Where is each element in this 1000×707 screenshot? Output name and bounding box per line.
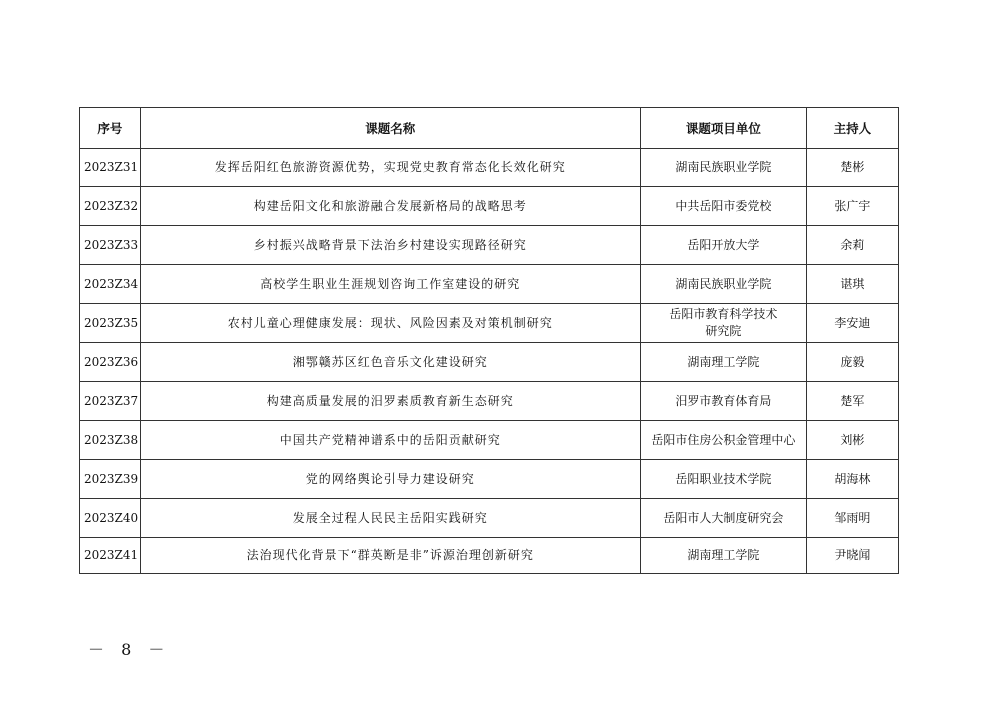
table-row [80, 304, 899, 343]
cell-title: 构建岳阳文化和旅游融合发展新格局的战略思考 [140, 187, 640, 226]
cell-id: 2023Z37 [80, 382, 141, 421]
header-unit: 课题项目单位 [640, 108, 806, 149]
cell-id: 2023Z41 [80, 538, 141, 574]
cell-title: 乡村振兴战略背景下法治乡村建设实现路径研究 [140, 226, 640, 265]
cell-id: 2023Z35 [80, 304, 141, 343]
table-row [80, 460, 899, 499]
cell-unit: 汨罗市教育体育局 [640, 382, 806, 421]
cell-host: 邹雨明 [806, 499, 898, 538]
cell-unit: 岳阳市人大制度研究会 [640, 499, 806, 538]
cell-host: 刘彬 [806, 421, 898, 460]
cell-unit: 湖南理工学院 [640, 538, 806, 574]
cell-title: 党的网络舆论引导力建设研究 [140, 460, 640, 499]
cell-host: 庞毅 [806, 343, 898, 382]
cell-unit: 岳阳职业技术学院 [640, 460, 806, 499]
table-row [80, 382, 899, 421]
cell-id: 2023Z33 [80, 226, 141, 265]
cell-id: 2023Z31 [80, 149, 141, 187]
cell-title: 中国共产党精神谱系中的岳阳贡献研究 [140, 421, 640, 460]
cell-unit: 湖南民族职业学院 [640, 265, 806, 304]
project-table [79, 107, 899, 574]
cell-unit: 岳阳市住房公积金管理中心 [640, 421, 806, 460]
cell-host: 楚彬 [806, 149, 898, 187]
cell-title: 湘鄂赣苏区红色音乐文化建设研究 [140, 343, 640, 382]
cell-id: 2023Z32 [80, 187, 141, 226]
cell-title: 农村儿童心理健康发展：现状、风险因素及对策机制研究 [140, 304, 640, 343]
cell-host: 胡海林 [806, 460, 898, 499]
header-id: 序号 [80, 108, 141, 149]
cell-unit: 中共岳阳市委党校 [640, 187, 806, 226]
table-row [80, 149, 899, 187]
cell-host: 楚军 [806, 382, 898, 421]
table-row [80, 538, 899, 574]
cell-host: 李安迪 [806, 304, 898, 343]
table-header-row [80, 108, 899, 149]
cell-id: 2023Z38 [80, 421, 141, 460]
table-row [80, 499, 899, 538]
cell-id: 2023Z36 [80, 343, 141, 382]
cell-host: 张广宇 [806, 187, 898, 226]
cell-unit: 湖南民族职业学院 [640, 149, 806, 187]
cell-host: 尹晓闻 [806, 538, 898, 574]
cell-unit: 湖南理工学院 [640, 343, 806, 382]
cell-unit: 岳阳市教育科学技术研究院 [640, 304, 806, 343]
cell-title: 发展全过程人民民主岳阳实践研究 [140, 499, 640, 538]
cell-title: 法治现代化背景下“群英断是非”诉源治理创新研究 [140, 538, 640, 574]
cell-id: 2023Z34 [80, 265, 141, 304]
cell-host: 谌琪 [806, 265, 898, 304]
cell-id: 2023Z40 [80, 499, 141, 538]
header-title: 课题名称 [140, 108, 640, 149]
header-host: 主持人 [806, 108, 898, 149]
cell-title: 发挥岳阳红色旅游资源优势，实现党史教育常态化长效化研究 [140, 149, 640, 187]
table-row [80, 265, 899, 304]
cell-title: 高校学生职业生涯规划咨询工作室建设的研究 [140, 265, 640, 304]
table-row [80, 226, 899, 265]
cell-host: 余莉 [806, 226, 898, 265]
table-row [80, 343, 899, 382]
table-row [80, 421, 899, 460]
cell-unit: 岳阳开放大学 [640, 226, 806, 265]
cell-id: 2023Z39 [80, 460, 141, 499]
page-number: － 8 － [88, 640, 171, 659]
table-row [80, 187, 899, 226]
cell-title: 构建高质量发展的汨罗素质教育新生态研究 [140, 382, 640, 421]
